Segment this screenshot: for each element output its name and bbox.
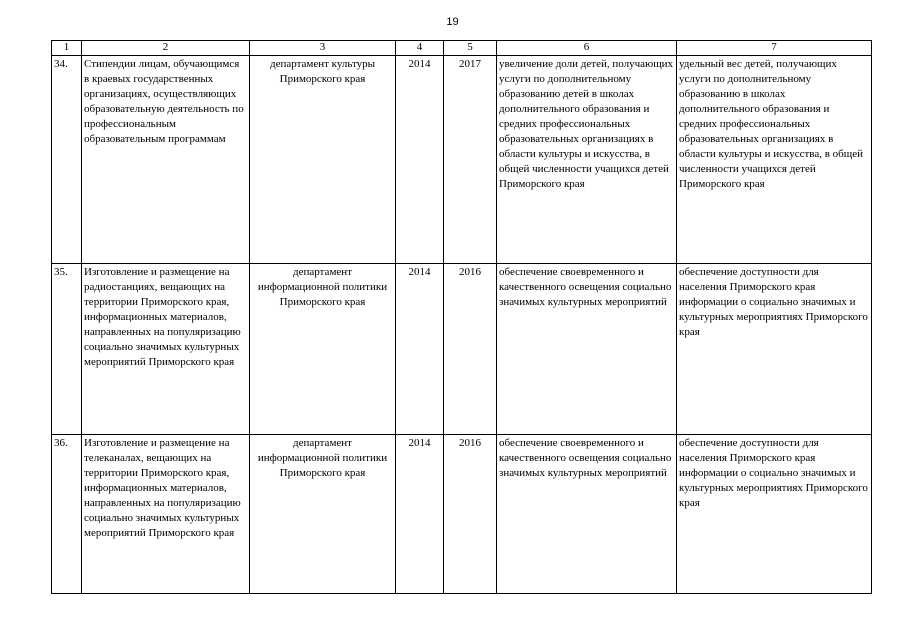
executor: департамент информационной политики Приморского края: [250, 435, 396, 594]
expected-result: увеличение доли детей, получающих услуги по дополнительному образованию детей в школах дополнительного образования и средних профессиональных образовательных организациях в области культуры и искусства, в общей численности учащихся детей Приморского края: [497, 56, 677, 264]
measure-name: Изготовление и размещение на радиостанциях, вещающих на территории Приморского края, информационных материалов, направленных на популяризацию социально значимых культурных мероприятий Приморского края: [82, 264, 250, 435]
page-number: 19: [446, 16, 459, 28]
executor: департамент информационной политики Приморского края: [250, 264, 396, 435]
indicator: удельный вес детей, получающих услуги по дополнительному образованию в школах дополнительного образования и средних профессиональных образовательных организациях в области культуры и искусства, в общей численности учащихся детей Приморского края: [677, 56, 872, 264]
table-row: [52, 435, 872, 594]
column-header-3: 3: [250, 41, 396, 56]
row-number: 35.: [52, 264, 82, 435]
expected-result: обеспечение своевременного и качественного освещения социально значимых культурных мероприятий: [497, 435, 677, 594]
table-row: [52, 264, 872, 435]
start-year: 2014: [396, 264, 444, 435]
measure-name: Изготовление и размещение на телеканалах, вещающих на территории Приморского края, информационных материалов, направленных на популяризацию социально значимых культурных мероприятий Приморского края: [82, 435, 250, 594]
executor: департамент культуры Приморского края: [250, 56, 396, 264]
column-header-2: 2: [82, 41, 250, 56]
expected-result: обеспечение своевременного и качественного освещения социально значимых культурных мероприятий: [497, 264, 677, 435]
row-number: 36.: [52, 435, 82, 594]
indicator: обеспечение доступности для населения Приморского края информации о социально значимых и культурных мероприятиях Приморского края: [677, 264, 872, 435]
end-year: 2016: [444, 435, 497, 594]
measure-name: Стипендии лицам, обучающимся в краевых государственных организациях, осуществляющих образовательную деятельность по профессиональным образовательным программам: [82, 56, 250, 264]
end-year: 2016: [444, 264, 497, 435]
program-table: [51, 40, 872, 594]
column-header-7: 7: [677, 41, 872, 56]
column-header-1: 1: [52, 41, 82, 56]
column-header-5: 5: [444, 41, 497, 56]
indicator: обеспечение доступности для населения Приморского края информации о социально значимых и культурных мероприятиях Приморского края: [677, 435, 872, 594]
column-header-4: 4: [396, 41, 444, 56]
column-header-6: 6: [497, 41, 677, 56]
end-year: 2017: [444, 56, 497, 264]
start-year: 2014: [396, 56, 444, 264]
row-number: 34.: [52, 56, 82, 264]
column-number-row: [52, 41, 872, 56]
table-row: [52, 56, 872, 264]
start-year: 2014: [396, 435, 444, 594]
